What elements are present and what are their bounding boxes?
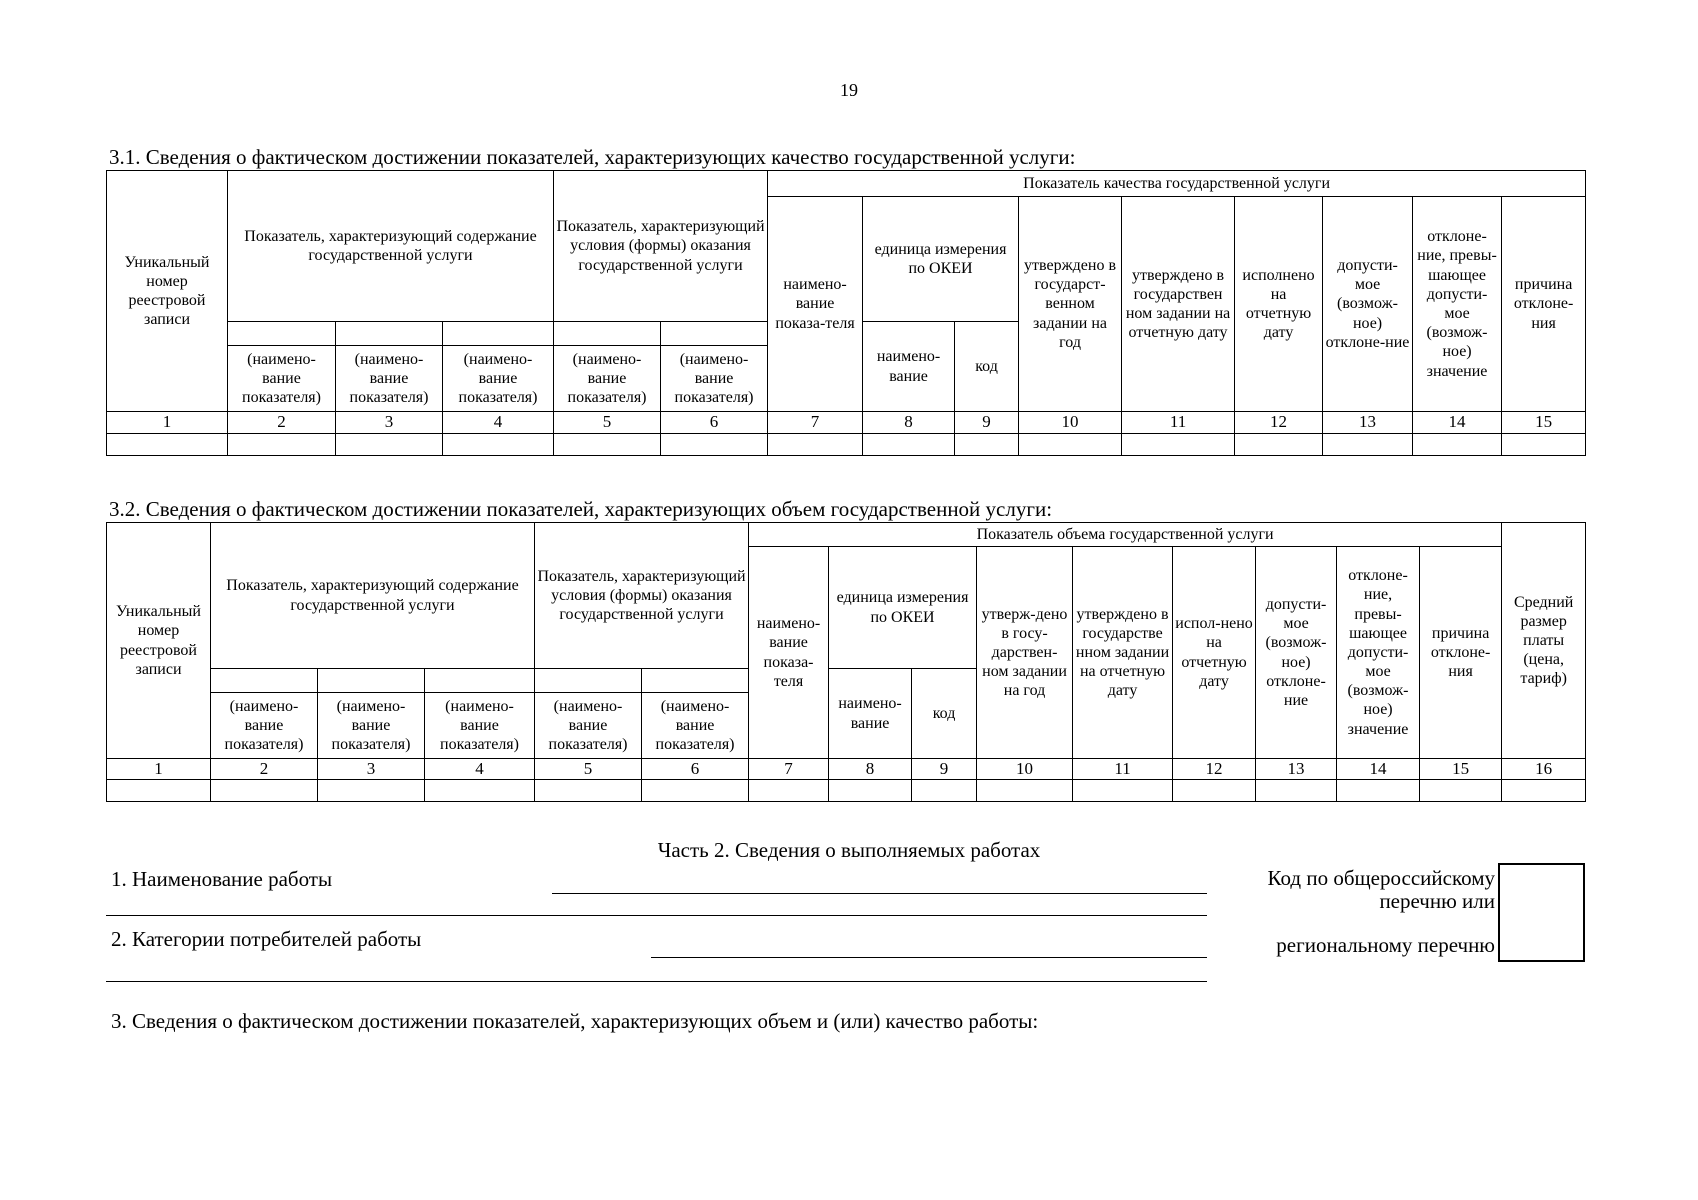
column-number: 5	[554, 412, 661, 434]
table-cell[interactable]	[1337, 780, 1420, 802]
part-2-heading: Часть 2. Сведения о выполняемых работах	[657, 838, 1041, 862]
section-3-title: 3. Сведения о фактическом достижении показателей, характеризующих объем и (или) качество работы:	[111, 1009, 1039, 1033]
th-deviation-reason: причина отклоне-ния	[1420, 547, 1502, 759]
table-cell[interactable]	[1502, 434, 1586, 456]
table-cell[interactable]	[1420, 780, 1502, 802]
work-consumers-line-2[interactable]	[106, 981, 1207, 982]
th-exceeding-deviation: отклоне-ние, превы-шающее допусти-мое (возмож-ное) значение	[1413, 197, 1502, 412]
table-cell[interactable]	[1413, 434, 1502, 456]
table-3-2-volume	[106, 522, 1586, 802]
table-row	[107, 434, 1586, 456]
work-name-line[interactable]	[552, 893, 1207, 894]
table-cell[interactable]	[1019, 434, 1122, 456]
column-number: 8	[829, 759, 912, 780]
column-number: 4	[425, 759, 535, 780]
table-cell[interactable]	[228, 434, 336, 456]
blank-cell	[661, 322, 768, 346]
column-number: 3	[336, 412, 443, 434]
column-number: 6	[661, 412, 768, 434]
th-done: исполнено на отчетную дату	[1235, 197, 1323, 412]
blank-cell	[554, 322, 661, 346]
page-number: 19	[840, 80, 858, 100]
th-unit-okei: единица измерения по ОКЕИ	[863, 197, 1019, 322]
th-unit-code: код	[912, 669, 977, 759]
th-indicator-name: наимено-вание показа-теля	[749, 547, 829, 759]
table-cell[interactable]	[425, 780, 535, 802]
work-consumers-label: 2. Категории потребителей работы	[111, 927, 422, 951]
table-cell[interactable]	[768, 434, 863, 456]
table-cell[interactable]	[443, 434, 554, 456]
th-unit-okei: единица измерения по ОКЕИ	[829, 547, 977, 669]
table-cell[interactable]	[107, 780, 211, 802]
blank-cell	[336, 322, 443, 346]
th-approved-date: утверждено в государстве нном задании на отчетную дату	[1073, 547, 1173, 759]
table-cell[interactable]	[1235, 434, 1323, 456]
th-indicator-sub: (наимено-вание показателя)	[661, 346, 768, 412]
column-number: 9	[912, 759, 977, 780]
th-done: испол-нено на отчетную дату	[1173, 547, 1256, 759]
blank-cell	[228, 322, 336, 346]
table-cell[interactable]	[535, 780, 642, 802]
blank-cell	[535, 669, 642, 693]
blank-cell	[211, 669, 318, 693]
column-number: 11	[1122, 412, 1235, 434]
th-indicator-sub: (наимено-вание показателя)	[318, 693, 425, 759]
th-content-indicator: Показатель, характеризующий содержание государственной услуги	[211, 523, 535, 669]
table-cell[interactable]	[1073, 780, 1173, 802]
table-cell[interactable]	[1122, 434, 1235, 456]
th-approved-date: утверждено в государствен ном задании на отчетную дату	[1122, 197, 1235, 412]
table-cell[interactable]	[955, 434, 1019, 456]
blank-cell	[642, 669, 749, 693]
th-deviation-reason: причина отклоне-ния	[1502, 197, 1586, 412]
column-number: 10	[977, 759, 1073, 780]
th-indicator-sub: (наимено-вание показателя)	[336, 346, 443, 412]
work-name-line-2[interactable]	[106, 915, 1207, 916]
th-approved-year: утверждено в государст-венном задании на год	[1019, 197, 1122, 412]
th-allowed-deviation: допусти-мое (возмож-ное) отклоне-ние	[1323, 197, 1413, 412]
column-number: 11	[1073, 759, 1173, 780]
column-number: 4	[443, 412, 554, 434]
table-cell[interactable]	[642, 780, 749, 802]
column-number: 14	[1413, 412, 1502, 434]
th-volume-indicator-group: Показатель объема государственной услуги	[749, 523, 1502, 547]
table-cell[interactable]	[977, 780, 1073, 802]
table-cell[interactable]	[554, 434, 661, 456]
th-allowed-deviation: допусти-мое (возмож-ное) отклоне-ние	[1256, 547, 1337, 759]
th-indicator-sub: (наимено-вание показателя)	[443, 346, 554, 412]
th-indicator-sub: (наимено-вание показателя)	[642, 693, 749, 759]
th-indicator-sub: (наимено-вание показателя)	[211, 693, 318, 759]
column-number: 3	[318, 759, 425, 780]
column-number: 15	[1502, 412, 1586, 434]
code-label-line-1: Код по общероссийскому	[1267, 866, 1495, 890]
table-cell[interactable]	[318, 780, 425, 802]
column-number: 15	[1420, 759, 1502, 780]
th-indicator-name: наимено-вание показа-теля	[768, 197, 863, 412]
column-number: 2	[211, 759, 318, 780]
column-number: 1	[107, 759, 211, 780]
th-indicator-sub: (наимено-вание показателя)	[425, 693, 535, 759]
th-indicator-sub: (наимено-вание показателя)	[554, 346, 661, 412]
section-3-1-title: 3.1. Сведения о фактическом достижении показателей, характеризующих качество государственной услуги:	[109, 145, 1076, 169]
code-label-line-2: перечню или	[1379, 889, 1495, 913]
table-cell[interactable]	[1173, 780, 1256, 802]
column-number: 2	[228, 412, 336, 434]
th-unit-name: наимено-вание	[863, 322, 955, 412]
th-indicator-sub: (наимено-вание показателя)	[535, 693, 642, 759]
table-cell[interactable]	[661, 434, 768, 456]
column-number: 6	[642, 759, 749, 780]
blank-cell	[425, 669, 535, 693]
th-unique-number: Уникальный номер реестровой записи	[107, 523, 211, 759]
section-3-2-title: 3.2. Сведения о фактическом достижении показателей, характеризующих объем государственной услуги:	[109, 497, 1053, 521]
table-cell[interactable]	[1502, 780, 1586, 802]
table-row	[107, 780, 1586, 802]
table-cell[interactable]	[912, 780, 977, 802]
column-number: 5	[535, 759, 642, 780]
column-number: 7	[749, 759, 829, 780]
th-unique-number: Уникальный номер реестровой записи	[107, 171, 228, 412]
th-approved-year: утверж-дено в госу-дарствен-ном задании на год	[977, 547, 1073, 759]
column-number: 13	[1323, 412, 1413, 434]
column-number: 10	[1019, 412, 1122, 434]
th-conditions-indicator: Показатель, характеризующий условия (формы) оказания государственной услуги	[554, 171, 768, 322]
column-number: 7	[768, 412, 863, 434]
table-cell[interactable]	[749, 780, 829, 802]
code-box[interactable]	[1498, 863, 1585, 962]
blank-cell	[443, 322, 554, 346]
th-indicator-sub: (наимено-вание показателя)	[228, 346, 336, 412]
table-cell[interactable]	[1323, 434, 1413, 456]
column-number: 16	[1502, 759, 1586, 780]
table-cell[interactable]	[829, 780, 912, 802]
column-number: 13	[1256, 759, 1337, 780]
table-cell[interactable]	[336, 434, 443, 456]
column-number: 1	[107, 412, 228, 434]
work-name-label: 1. Наименование работы	[111, 867, 333, 891]
table-cell[interactable]	[107, 434, 228, 456]
table-cell[interactable]	[863, 434, 955, 456]
table-3-1-quality	[106, 170, 1586, 456]
blank-cell	[318, 669, 425, 693]
th-quality-indicator-group: Показатель качества государственной услуги	[768, 171, 1586, 197]
th-unit-name: наимено-вание	[829, 669, 912, 759]
th-conditions-indicator: Показатель, характеризующий условия (формы) оказания государственной услуги	[535, 523, 749, 669]
th-exceeding-deviation: отклоне-ние, превы-шающее допусти-мое (возмож-ное) значение	[1337, 547, 1420, 759]
column-number: 12	[1235, 412, 1323, 434]
table-cell[interactable]	[1256, 780, 1337, 802]
table-cell[interactable]	[211, 780, 318, 802]
column-number: 9	[955, 412, 1019, 434]
work-consumers-line[interactable]	[651, 957, 1207, 958]
code-label-line-3: региональному перечню	[1276, 933, 1495, 957]
th-average-price: Средний размер платы (цена, тариф)	[1502, 523, 1586, 759]
column-number: 12	[1173, 759, 1256, 780]
column-number: 14	[1337, 759, 1420, 780]
th-unit-code: код	[955, 322, 1019, 412]
th-content-indicator: Показатель, характеризующий содержание государственной услуги	[228, 171, 554, 322]
column-number: 8	[863, 412, 955, 434]
